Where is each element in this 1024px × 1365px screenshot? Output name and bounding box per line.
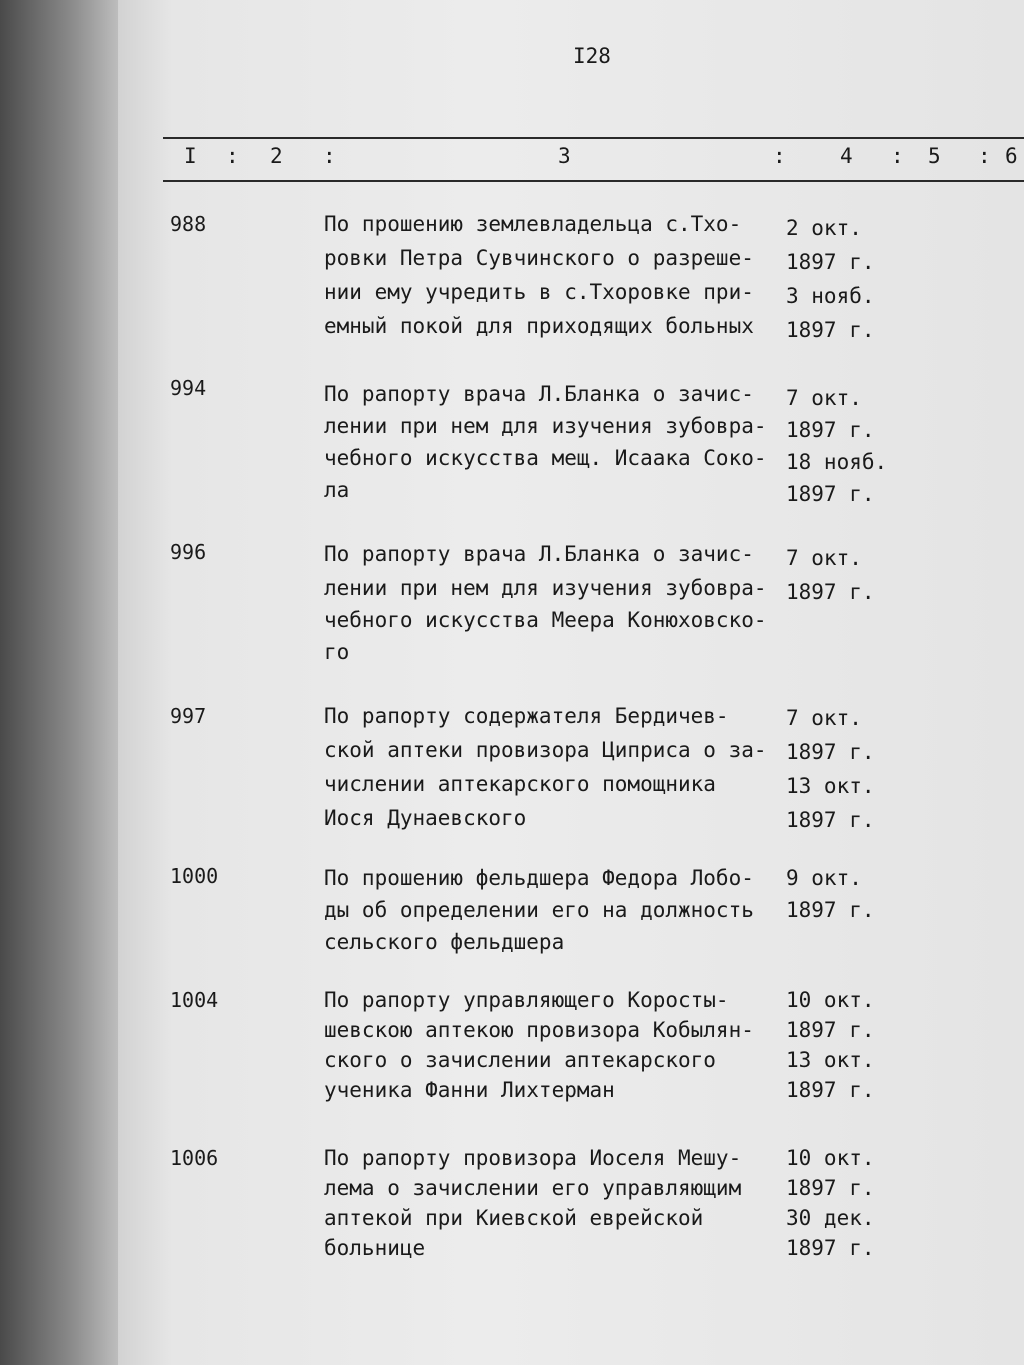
header-top-rule	[163, 137, 1024, 139]
entry-number: 996	[170, 540, 207, 564]
entry-date: 1897 г.	[786, 1078, 875, 1102]
entry-number: 988	[170, 212, 207, 236]
document-page	[118, 0, 1024, 1365]
entry-date: 7 окт.	[786, 386, 862, 410]
entry-date: 10 окт.	[786, 988, 875, 1012]
column-separator: :	[226, 144, 239, 168]
entry-text-line: По рапорту содержателя Бердичев-	[324, 704, 729, 728]
entry-text-line: ла	[324, 478, 350, 502]
entry-text-line: Иося Дунаевского	[324, 806, 527, 830]
entry-date: 7 окт.	[786, 546, 862, 570]
entry-number: 1004	[170, 988, 219, 1012]
entry-text-line: По рапорту провизора Иоселя Мешу-	[324, 1146, 742, 1170]
entry-number: 997	[170, 704, 207, 728]
entry-text-line: ровки Петра Сувчинского о разреше-	[324, 246, 754, 270]
column-1-label: I	[184, 144, 197, 168]
entry-text-line: По прошению фельдшера Федора Лобо-	[324, 866, 754, 890]
entry-date: 1897 г.	[786, 740, 875, 764]
entry-text-line: нии ему учредить в с.Тхоровке при-	[324, 280, 754, 304]
entry-date: 13 окт.	[786, 774, 875, 798]
entry-date: 7 окт.	[786, 706, 862, 730]
entry-text-line: шевскою аптекою провизора Кобылян-	[324, 1018, 754, 1042]
entry-text-line: чебного искусства Меера Конюховско-	[324, 608, 767, 632]
binding-shadow	[0, 0, 118, 1365]
entry-date: 1897 г.	[786, 1236, 875, 1260]
entry-text-line: лема о зачислении его управляющим	[324, 1176, 742, 1200]
entry-date: 3 нояб.	[786, 284, 875, 308]
entry-number: 1000	[170, 864, 219, 888]
entry-date: 30 дек.	[786, 1206, 875, 1230]
entry-date: 1897 г.	[786, 482, 875, 506]
column-4-label: 4	[840, 144, 853, 168]
entry-text-line: больнице	[324, 1236, 426, 1260]
entry-date: 1897 г.	[786, 898, 875, 922]
header-bottom-rule	[163, 180, 1024, 182]
entry-date: 1897 г.	[786, 808, 875, 832]
entry-text-line: По рапорту врача Л.Бланка о зачис-	[324, 382, 754, 406]
entry-text-line: По рапорту врача Л.Бланка о зачис-	[324, 542, 754, 566]
entry-text-line: аптекой при Киевской еврейской	[324, 1206, 704, 1230]
column-6-label: 6	[1005, 144, 1018, 168]
column-5-label: 5	[928, 144, 941, 168]
entry-text-line: ского о зачислении аптекарского	[324, 1048, 716, 1072]
entry-text-line: По прошению землевладельца с.Тхо-	[324, 212, 742, 236]
entry-text-line: числении аптекарского помощника	[324, 772, 716, 796]
column-separator: :	[773, 144, 786, 168]
entry-text-line: ученика Фанни Лихтерман	[324, 1078, 615, 1102]
entry-date: 18 нояб.	[786, 450, 888, 474]
entry-date: 1897 г.	[786, 1018, 875, 1042]
entry-date: 1897 г.	[786, 318, 875, 342]
entry-text-line: емный покой для приходящих больных	[324, 314, 754, 338]
entry-date: 9 окт.	[786, 866, 862, 890]
column-separator: :	[323, 144, 336, 168]
entry-text-line: чебного искусства мещ. Исаака Соко-	[324, 446, 767, 470]
entry-text-line: го	[324, 640, 350, 664]
page-number: I28	[573, 44, 611, 68]
entry-date: 10 окт.	[786, 1146, 875, 1170]
column-3-label: 3	[558, 144, 571, 168]
entry-date: 1897 г.	[786, 580, 875, 604]
entry-text-line: лении при нем для изучения зубовра-	[324, 576, 767, 600]
column-separator: :	[891, 144, 904, 168]
entry-date: 2 окт.	[786, 216, 862, 240]
entry-date: 1897 г.	[786, 418, 875, 442]
entry-number: 1006	[170, 1146, 219, 1170]
entry-date: 13 окт.	[786, 1048, 875, 1072]
column-separator: :	[978, 144, 991, 168]
entry-text-line: ской аптеки провизора Циприса о за-	[324, 738, 767, 762]
entry-text-line: ды об определении его на должность	[324, 898, 754, 922]
entry-text-line: лении при нем для изучения зубовра-	[324, 414, 767, 438]
entry-date: 1897 г.	[786, 250, 875, 274]
entry-text-line: сельского фельдшера	[324, 930, 565, 954]
entry-number: 994	[170, 376, 207, 400]
entry-date: 1897 г.	[786, 1176, 875, 1200]
entry-text-line: По рапорту управляющего Коросты-	[324, 988, 729, 1012]
column-2-label: 2	[270, 144, 283, 168]
